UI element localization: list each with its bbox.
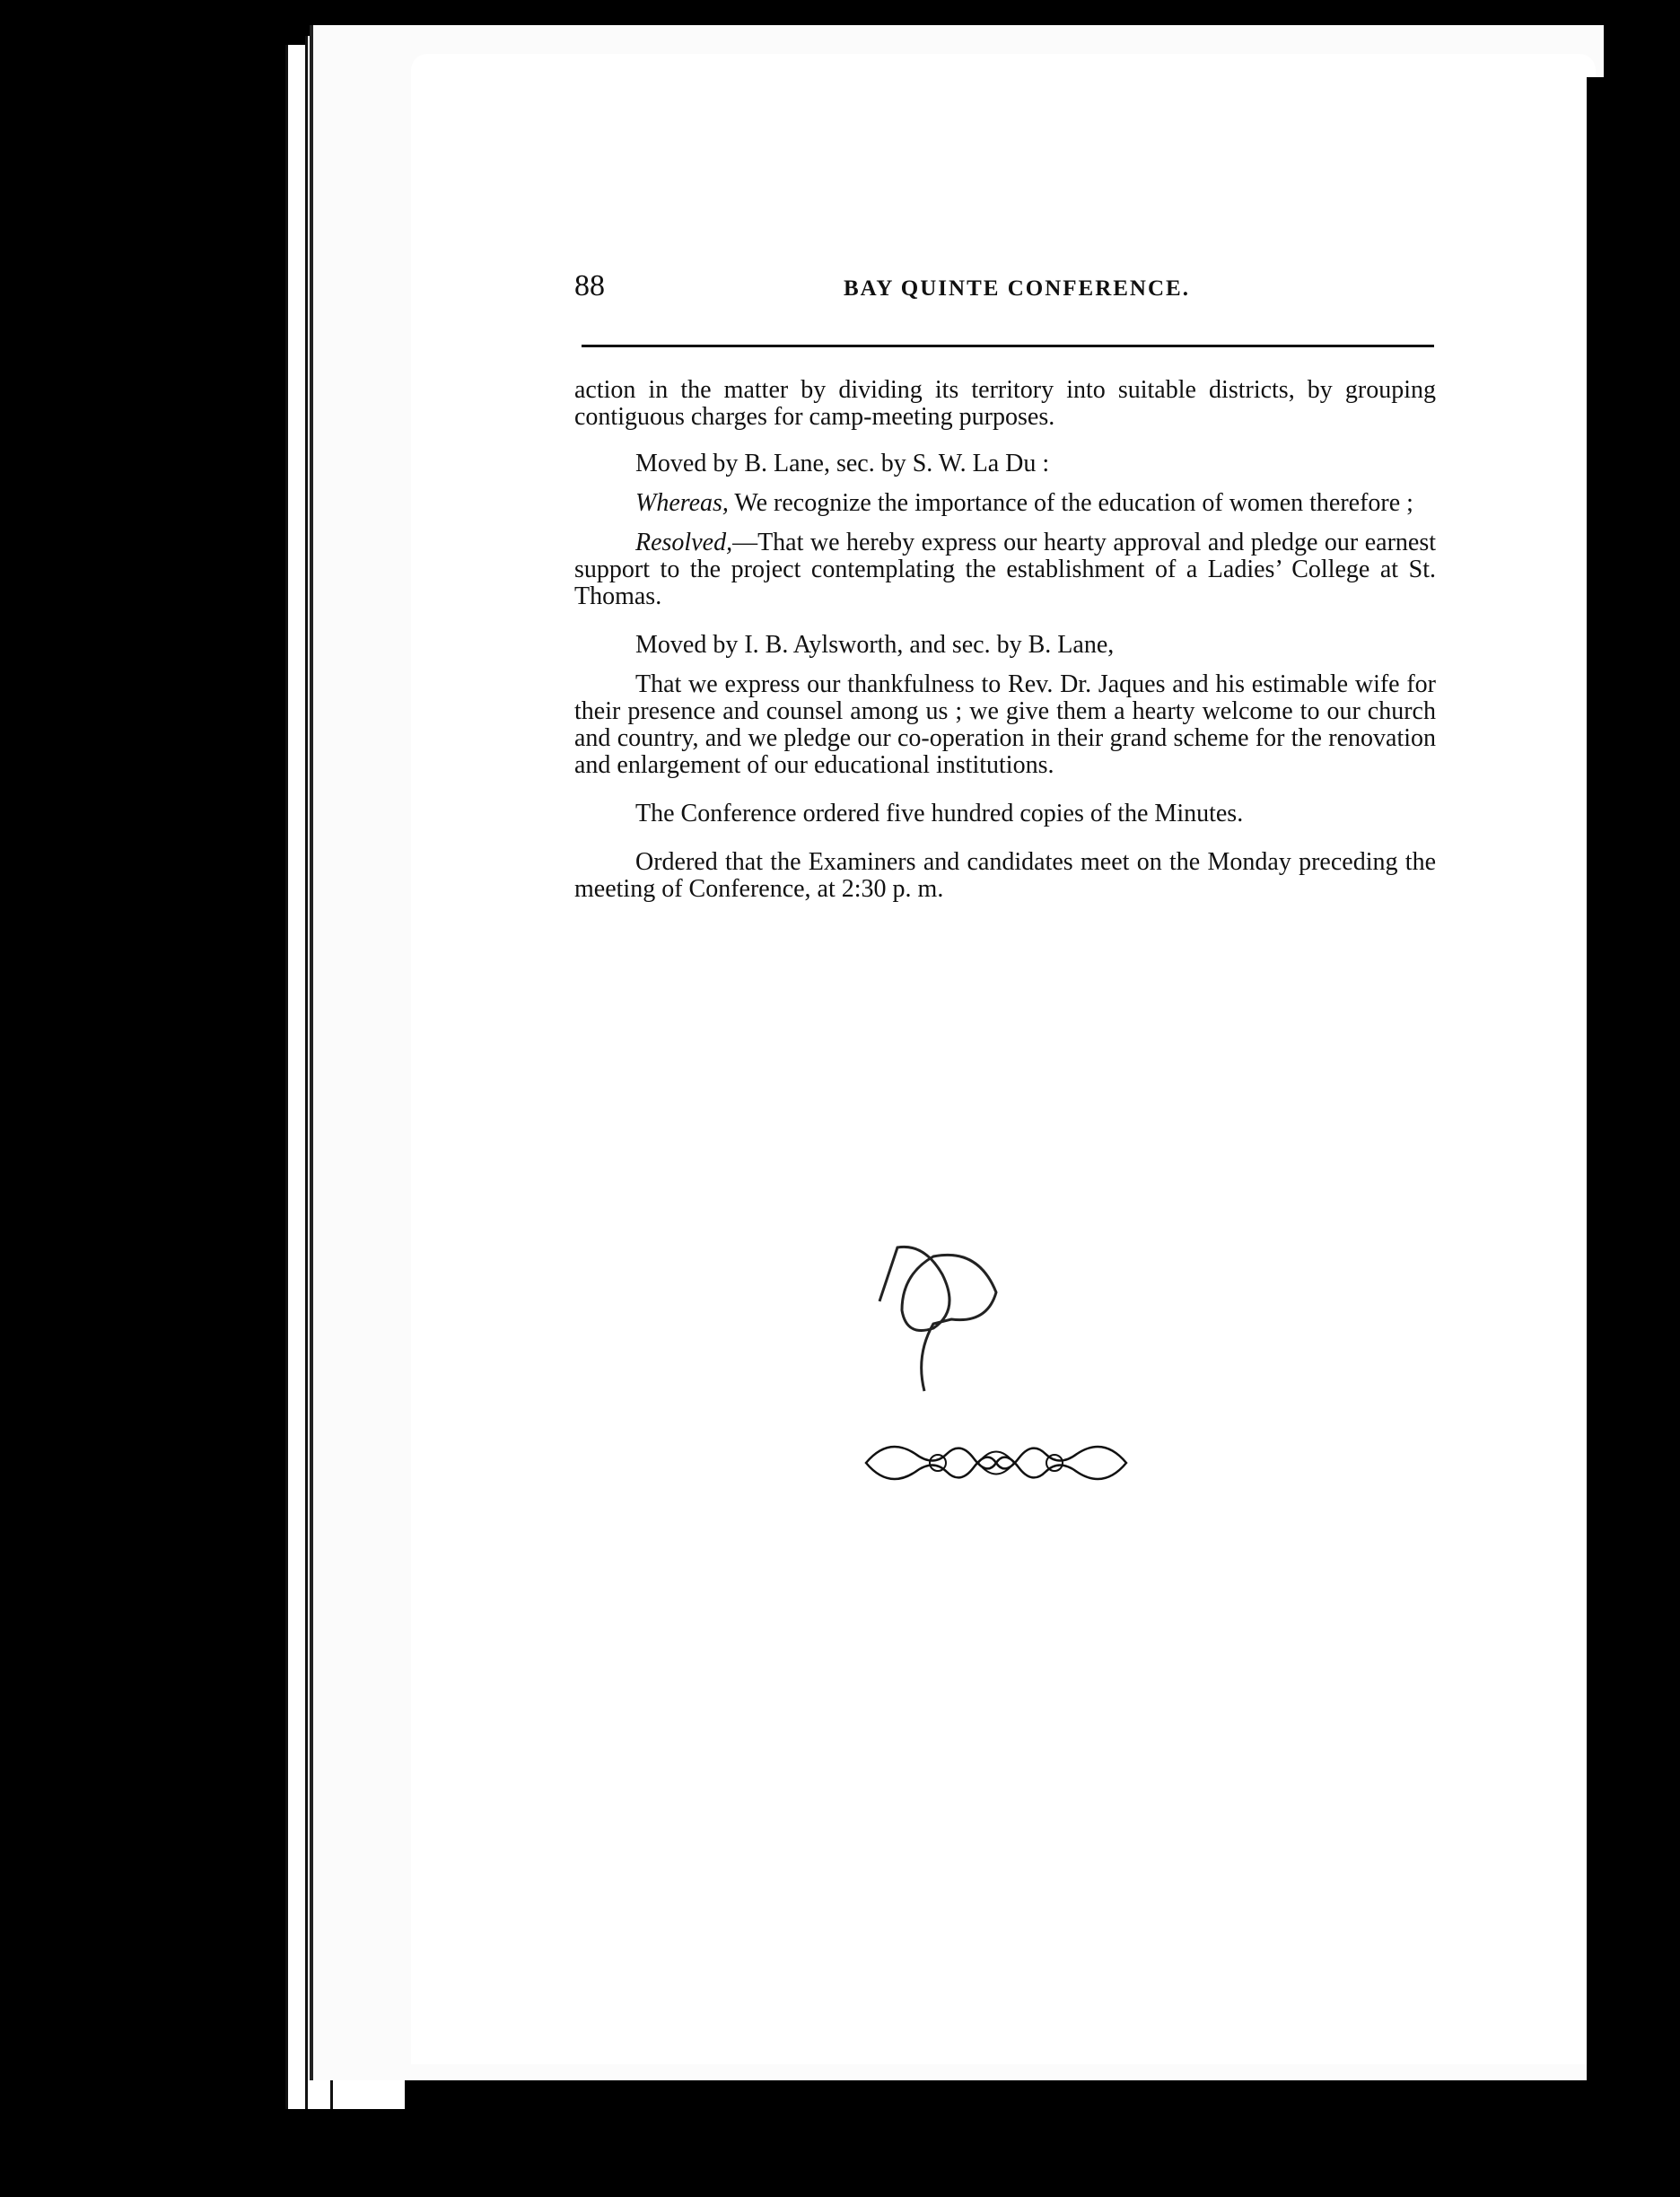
motion-heading: Moved by B. Lane, sec. by S. W. La Du :	[635, 450, 1050, 477]
document-page	[411, 54, 1596, 2064]
floral-ornament-icon	[862, 1427, 1131, 1499]
whereas-text: We recognize the importance of the education of women therefore ;	[728, 489, 1413, 517]
resolved-text: —That we hereby express our hearty approval and pledge our earnest support to the project contemplating the establishment of a Ladies’ College at St. Thomas.	[574, 529, 1436, 610]
whereas-paragraph	[574, 490, 1436, 517]
minutes-paragraph: The Conference ordered five hundred copies of the Minutes.	[635, 800, 1244, 827]
paragraph-continuation: action in the matter by dividing its territory into suitable districts, by grouping contiguous charges for camp-meeting purposes.	[574, 376, 1436, 431]
handwritten-mark-icon	[862, 1239, 1041, 1400]
page-number: 88	[574, 269, 605, 302]
examiners-paragraph: Ordered that the Examiners and candidates meet on the Monday preceding the meeting of Conference, at 2:30 p. m.	[574, 848, 1436, 903]
resolved-lead: Resolved,	[635, 529, 733, 556]
running-title: BAY QUINTE CONFERENCE.	[844, 276, 1190, 301]
whereas-lead: Whereas,	[635, 489, 729, 517]
motion-heading: Moved by I. B. Aylsworth, and sec. by B. Lane,	[635, 631, 1115, 659]
body-text	[574, 377, 1436, 903]
binding-shadow	[1587, 77, 1624, 2088]
thanks-paragraph: That we express our thankfulness to Rev. Dr. Jaques and his estimable wife for their presence and counsel among us ; we give them a hearty welcome to our church and country, and we pledge our co-operation in their grand scheme for the renovation and enlargement of our educational institutions.	[574, 670, 1436, 779]
page-header	[574, 269, 1436, 305]
resolved-paragraph	[574, 530, 1436, 610]
header-rule	[582, 345, 1434, 347]
